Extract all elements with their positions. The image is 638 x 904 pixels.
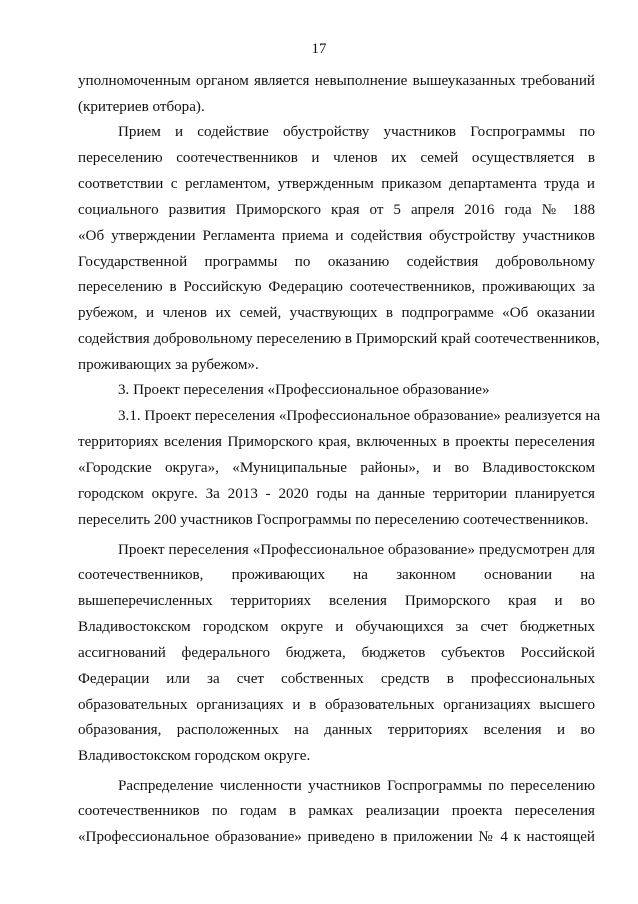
text-line: (критериев отбора). bbox=[78, 99, 205, 115]
paragraph-start-line: Прием и содействие обустройству участников Госпрограммы по bbox=[118, 124, 595, 140]
text-line: Владивостокском городском округе. bbox=[78, 748, 311, 764]
text-line: соответствии с регламентом, утвержденным приказом департамента труда и bbox=[78, 176, 595, 192]
text-line: вышеперечисленных территориях вселения Приморского края и во bbox=[78, 593, 595, 609]
text-line: содействия добровольному переселению в Приморский край соотечественников, bbox=[78, 331, 600, 347]
paragraph-start-line: Проект переселения «Профессиональное образование» предусмотрен для bbox=[118, 542, 595, 558]
text-line: соотечественников по годам в рамках реализации проекта переселения bbox=[78, 803, 595, 819]
text-line: «Об утверждении Регламента приема и содействия обустройству участников bbox=[78, 228, 595, 244]
text-line: переселению соотечественников и членов их семей осуществляется в bbox=[78, 150, 595, 166]
text-line: уполномоченным органом является невыполнение вышеуказанных требований bbox=[78, 73, 595, 89]
text-line: «Профессиональное образование» приведено в приложении № 4 к настоящей bbox=[78, 829, 595, 845]
text-line: образования, расположенных на данных территориях вселения и во bbox=[78, 722, 595, 738]
text-line: социального развития Приморского края от 5 апреля 2016 года № 188 bbox=[78, 202, 595, 218]
text-line: «Городские округа», «Муниципальные районы», и во Владивостокском bbox=[78, 460, 595, 476]
section-heading: 3. Проект переселения «Профессиональное образование» bbox=[118, 382, 490, 398]
page-number: 17 bbox=[311, 41, 327, 57]
text-line: территориях вселения Приморского края, включенных в проекты переселения bbox=[78, 434, 595, 450]
text-line: Государственной программы по оказанию содействия добровольному bbox=[78, 254, 595, 270]
text-line: соотечественников, проживающих на законном основании на bbox=[78, 567, 595, 583]
text-line: рубежом, и членов их семей, участвующих в подпрограмме «Об оказании bbox=[78, 305, 595, 321]
text-line: Владивостокском городском округе и обучающихся за счет бюджетных bbox=[78, 619, 595, 635]
paragraph-start-line: Распределение численности участников Госпрограммы по переселению bbox=[118, 778, 595, 794]
text-line: переселению в Российскую Федерацию соотечественников, проживающих за bbox=[78, 279, 595, 295]
text-line: проживающих за рубежом». bbox=[78, 357, 259, 373]
text-line: ассигнований федерального бюджета, бюджетов субъектов Российской bbox=[78, 645, 595, 661]
text-line: городском округе. За 2013 - 2020 годы на данные территории планируется bbox=[78, 486, 595, 502]
text-line: Федерации или за счет собственных средств в профессиональных bbox=[78, 671, 595, 687]
paragraph-start-line: 3.1. Проект переселения «Профессиональное образование» реализуется на bbox=[118, 408, 601, 424]
text-line: переселить 200 участников Госпрограммы по переселению соотечественников. bbox=[78, 512, 589, 528]
text-line: образовательных организациях и в образовательных организациях высшего bbox=[78, 697, 595, 713]
